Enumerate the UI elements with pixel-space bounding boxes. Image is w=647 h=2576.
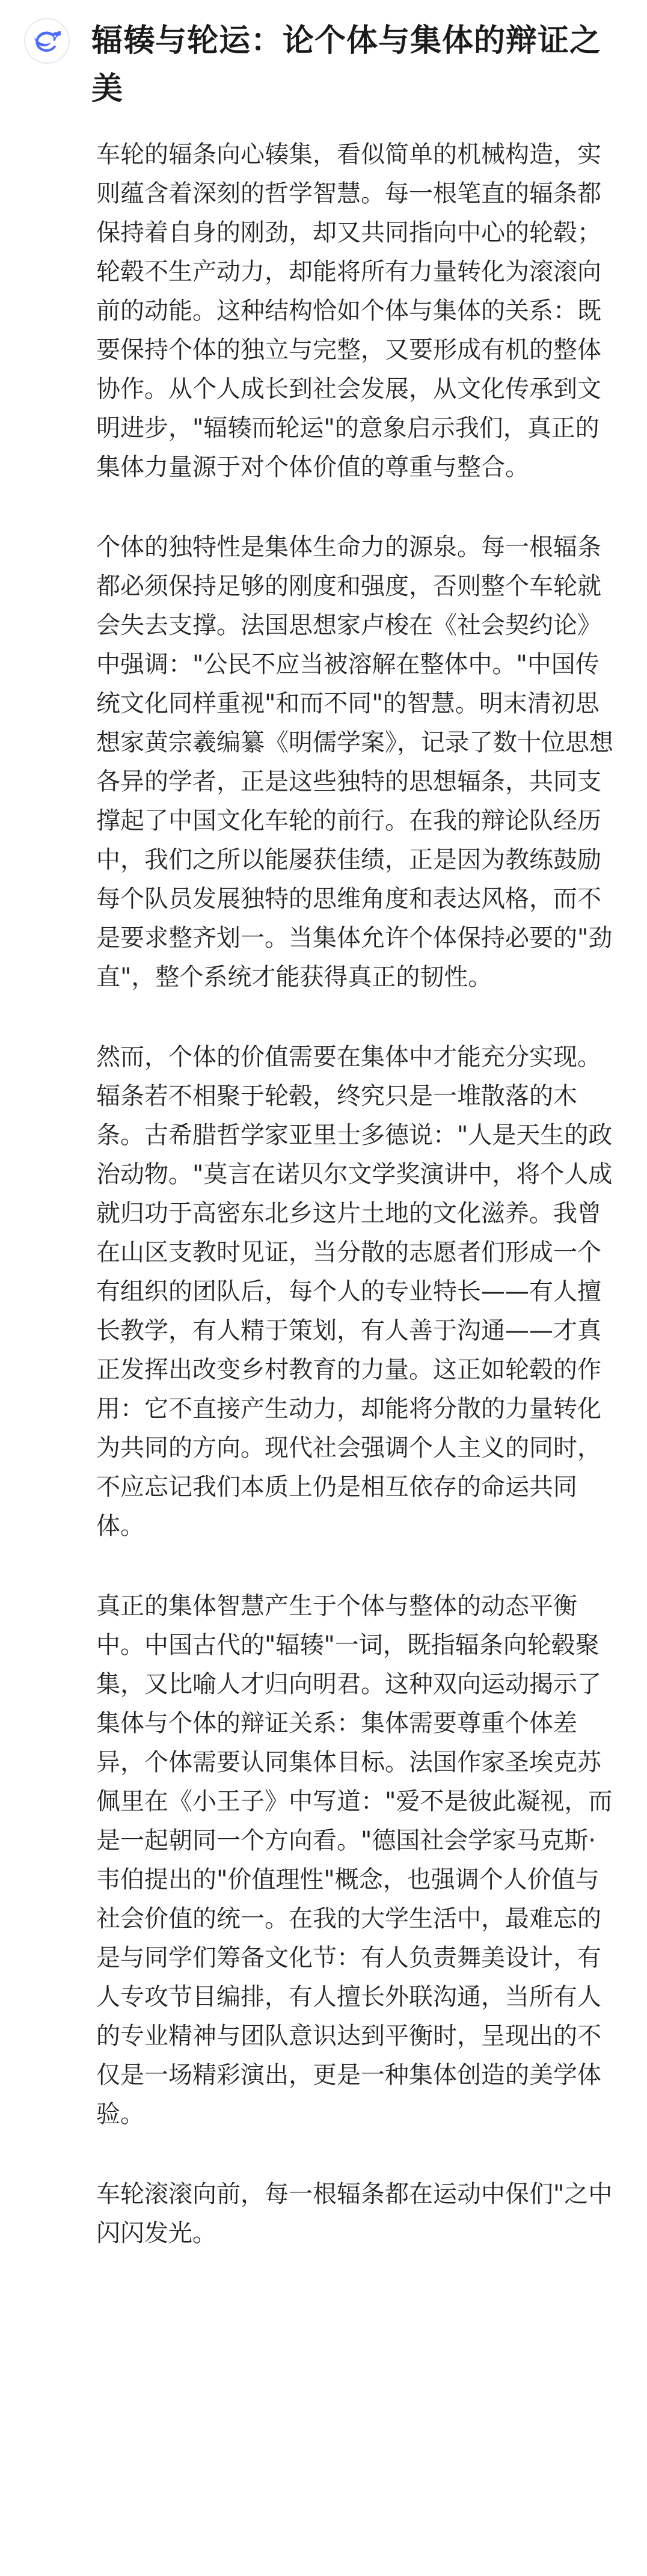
paragraph-4: 真正的集体智慧产生于个体与整体的动态平衡中。中国古代的"辐辏"一词，既指辐条向轮毂聚集，又比喻人才归向明君。这种双向运动揭示了集体与个体的辩证关系：集体需要尊重个体差异，个体需要认同集体目标。法国作家圣埃克苏佩里在《小王子》中写道："爱不是彼此凝视，而是一起朝同一个方向看。"德国社会学家马克斯·韦伯提出的"价值理性"概念，也强调个人价值与社会价值的统一。在我的大学生活中，最难忘的是与同学们筹备文化节：有人负责舞美设计，有人专攻节目编排，有人擅长外联沟通，当所有人的专业精神与团队意识达到平衡时，呈现出的不仅是一场精彩演出，更是一种集体创造的美学体验。	[96, 1592, 613, 2128]
paragraph-5: 车轮滚滚向前，每一根辐条都在运动中保们"之中闪闪发光。	[96, 2180, 613, 2247]
response-body	[96, 135, 619, 2253]
paragraph-3: 然而，个体的价值需要在集体中才能充分实现。辐条若不相聚于轮毂，终究只是一堆散落的木条。古希腊哲学家亚里士多德说："人是天生的政治动物。"莫言在诺贝尔文学奖演讲中，将个人成就归功于高密东北乡这片土地的文化滋养。我曾在山区支教时见证，当分散的志愿者们形成一个有组织的团队后，每个人的专业特长——有人擅长教学，有人精于策划，有人善于沟通——才真正发挥出改变乡村教育的力量。这正如轮毂的作用：它不直接产生动力，却能将分散的力量转化为共同的方向。现代社会强调个人主义的同时，不应忘记我们本质上仍是相互依存的命运共同体。	[96, 1043, 613, 1540]
response-title: 辐辏与轮运：论个体与集体的辩证之美	[91, 23, 602, 107]
ai-assistant-logo-icon	[33, 28, 61, 54]
assistant-avatar	[24, 18, 70, 64]
paragraph-2: 个体的独特性是集体生命力的源泉。每一根辐条都必须保持足够的刚度和强度，否则整个车轮就会失去支撑。法国思想家卢梭在《社会契约论》中强调："公民不应当被溶解在整体中。"中国传统文化同样重视"和而不同"的智慧。明末清初思想家黄宗羲编纂《明儒学案》，记录了数十位思想各异的学者，正是这些独特的思想辐条，共同支撑起了中国文化车轮的前行。在我的辩论队经历中，我们之所以能屡获佳绩，正是因为教练鼓励每个队员发展独特的思维角度和表达风格，而不是要求整齐划一。当集体允许个体保持必要的"劲直"，整个系统才能获得真正的韧性。	[96, 533, 613, 991]
paragraph-1: 车轮的辐条向心辏集，看似简单的机械构造，实则蕴含着深刻的哲学智慧。每一根笔直的辐条都保持着自身的刚劲，却又共同指向中心的轮毂；轮毂不生产动力，却能将所有力量转化为滚滚向前的动能。这种结构恰如个体与集体的关系：既要保持个体的独立与完整，又要形成有机的整体协作。从个人成长到社会发展，从文化传承到文明进步，"辐辏而轮运"的意象启示我们，真正的集体力量源于对个体价值的尊重与整合。	[96, 141, 601, 481]
response-header	[24, 17, 617, 113]
